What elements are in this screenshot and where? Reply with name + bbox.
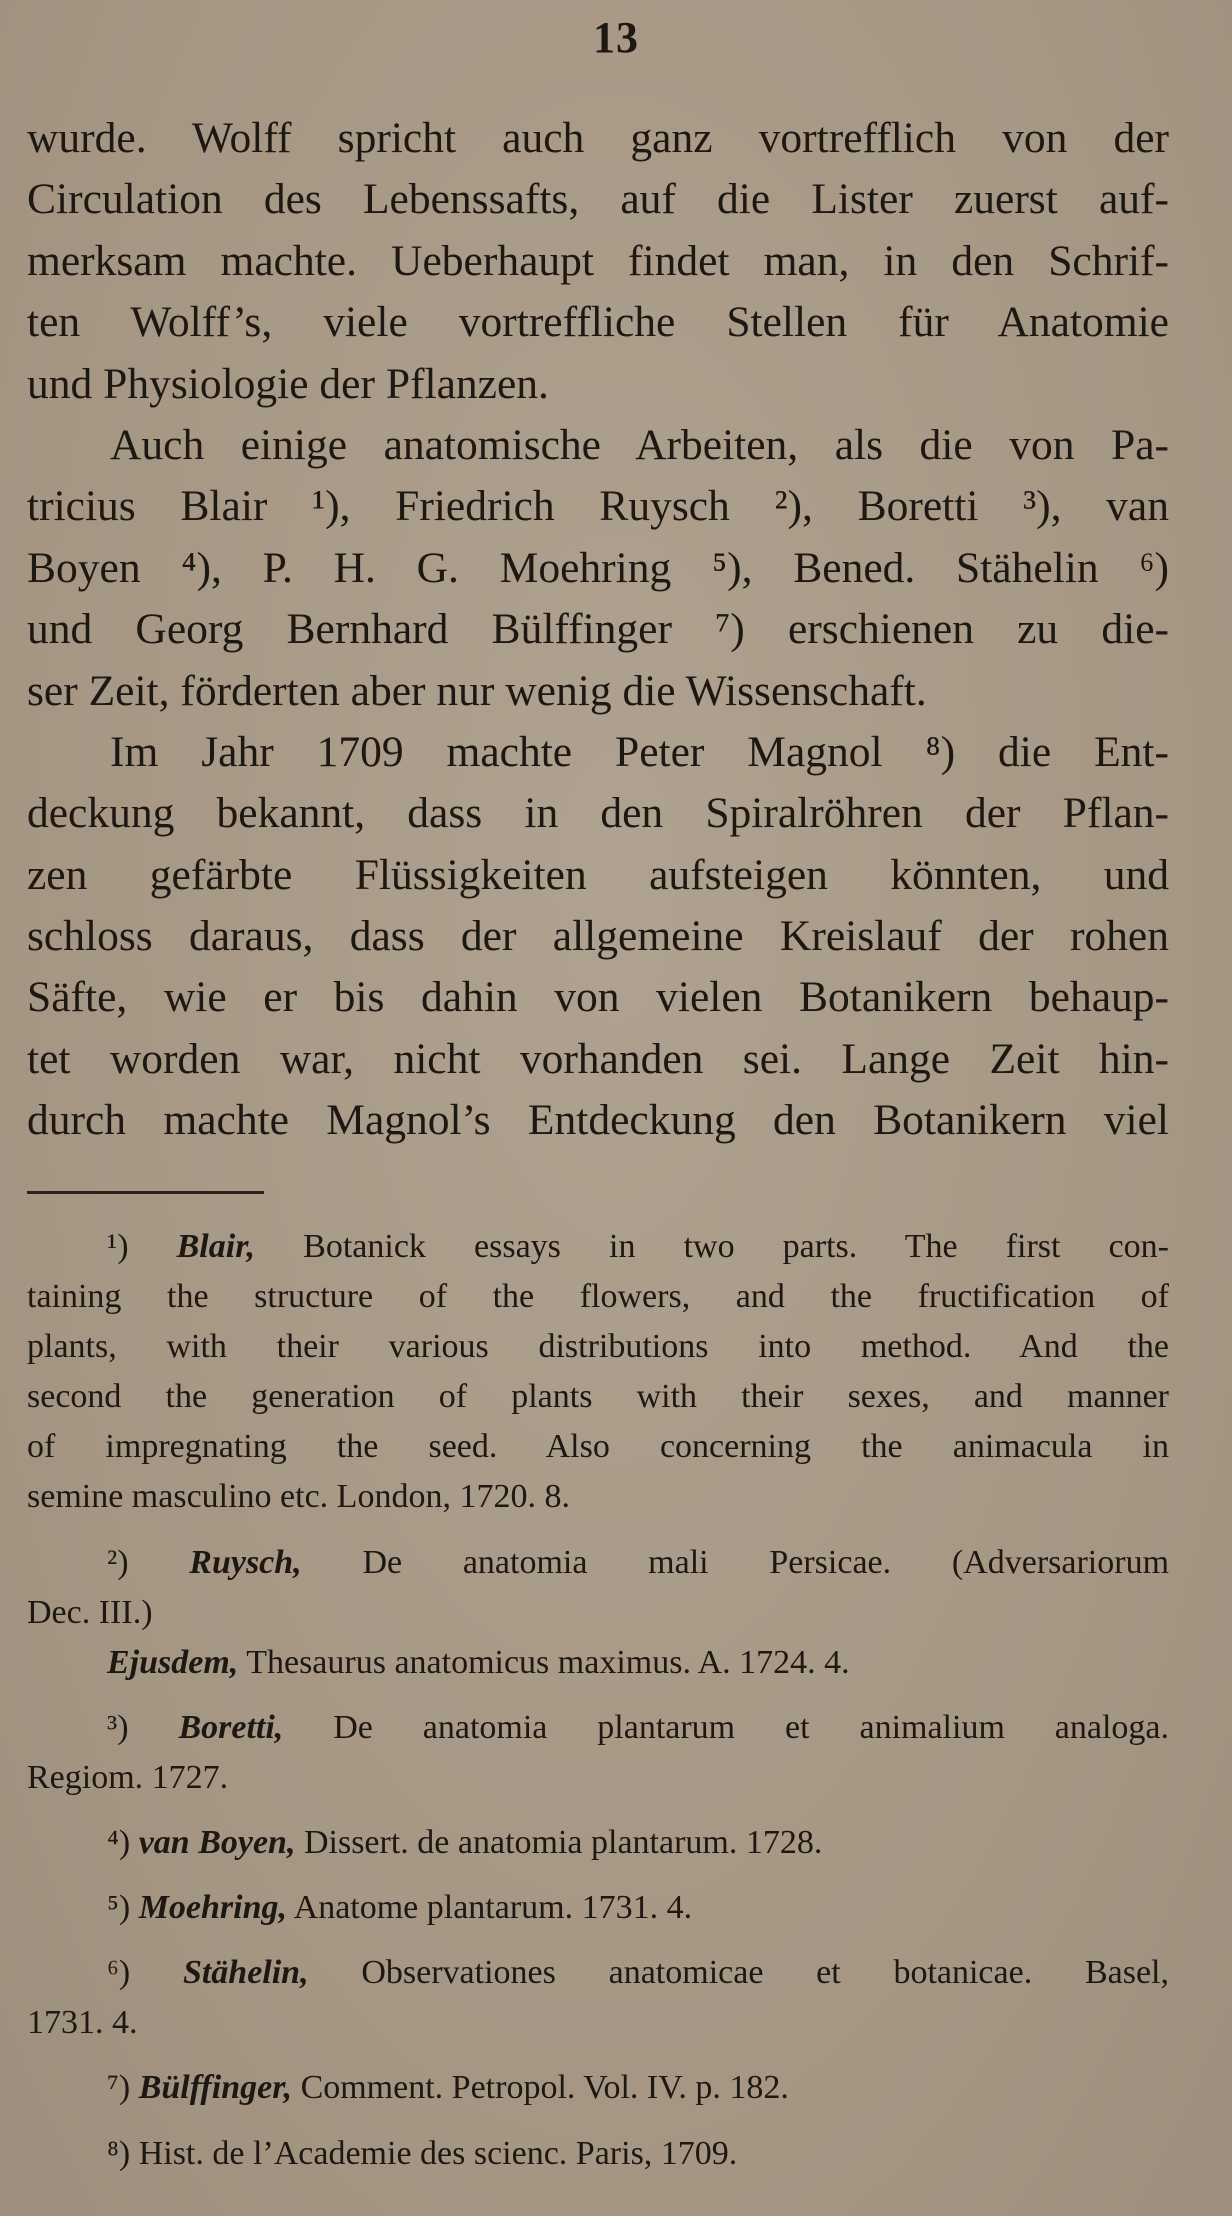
- body-line: Boyen ⁴), P. H. G. Moehring ⁵), Bened. Stähelin ⁶): [27, 543, 1169, 592]
- footnote-1-line: [27, 1222, 1169, 1272]
- footnote-author: Moehring,: [138, 1889, 288, 1927]
- body-line: deckung bekannt, dass in den Spiralröhren der Pflan-: [27, 789, 1169, 838]
- footnote-text: De anatomia plantarum et animalium analoga.: [333, 1708, 1170, 1746]
- footnote-mark: ³): [107, 1708, 129, 1746]
- body-line: tet worden war, nicht vorhanden sei. Lange Zeit hin-: [27, 1034, 1169, 1083]
- body-line: ser Zeit, förderten aber nur wenig die Wissenschaft.: [27, 666, 927, 715]
- footnote-mark: ⁷): [107, 2069, 131, 2107]
- body-line: Im Jahr 1709 machte Peter Magnol ⁸) die Ent-: [110, 727, 1169, 776]
- footnote-mark: ⁶): [107, 1954, 131, 1992]
- footnote-2-line: [27, 1538, 1169, 1588]
- body-line: schloss daraus, dass der allgemeine Kreislauf der rohen: [27, 912, 1169, 961]
- footnote-1-line: plants, with their various distributions into method. And the: [27, 1328, 1169, 1366]
- footnote-author: Stähelin,: [182, 1954, 309, 1992]
- footnote-author: Blair,: [176, 1228, 256, 1265]
- footnote-1-line: second the generation of plants with their sexes, and manner: [27, 1378, 1169, 1416]
- body-line: ten Wolff’s, viele vortreffliche Stellen für Anatomie: [27, 298, 1169, 347]
- body-line: wurde. Wolff spricht auch ganz vortrefflich von der: [27, 114, 1169, 162]
- body-line: durch machte Magnol’s Entdeckung den Botanikern viel: [27, 1096, 1169, 1145]
- body-line: zen gefärbte Flüssigkeiten aufsteigen könnten, und: [27, 850, 1169, 899]
- footnote-mark: ⁸): [107, 2134, 131, 2172]
- footnotes: [27, 1222, 1169, 2179]
- footnote-2-line: Dec. III.): [27, 1593, 153, 1631]
- body-line: und Georg Bernhard Bülffinger ⁷) erschienen zu die-: [27, 605, 1169, 654]
- footnote-1-line: of impregnating the seed. Also concerning the animacula in: [27, 1428, 1169, 1466]
- footnote-text: Anatome plantarum. 1731. 4.: [293, 1889, 693, 1927]
- footnote-text: Botanick essays in two parts. The first con-: [303, 1228, 1170, 1265]
- footnote-mark: ⁵): [107, 1889, 131, 1927]
- footnote-author: Bülffinger,: [138, 2069, 293, 2107]
- body-text: [27, 108, 1169, 1152]
- footnote-3-line: Regiom. 1727.: [27, 1758, 229, 1796]
- footnote-text: Thesaurus anatomicus maximus. A. 1724. 4.: [246, 1643, 850, 1681]
- body-line: Säfte, wie er bis dahin von vielen Botanikern behaup-: [27, 973, 1169, 1022]
- footnote-text: De anatomia mali Persicae. (Adversariorum: [362, 1543, 1170, 1581]
- body-line: Auch einige anatomische Arbeiten, als die von Pa-: [110, 420, 1169, 469]
- footnote-7-line: [27, 2063, 1169, 2113]
- footnote-1-line: taining the structure of the flowers, and the fructification of: [27, 1278, 1169, 1316]
- footnote-author: van Boyen,: [138, 1824, 296, 1862]
- footnote-3-line: [27, 1703, 1169, 1753]
- footnote-2-line: [27, 1638, 1169, 1688]
- footnote-text: Hist. de l’Academie des scienc. Paris, 1709.: [138, 2134, 738, 2172]
- footnote-separator-rule: [27, 1191, 264, 1194]
- footnote-text: Dissert. de anatomia plantarum. 1728.: [303, 1824, 823, 1862]
- body-line: und Physiologie der Pflanzen.: [27, 359, 549, 408]
- footnote-6-line: 1731. 4.: [27, 2004, 138, 2042]
- footnote-8-line: [27, 2129, 1169, 2179]
- footnote-5-line: [27, 1883, 1169, 1933]
- footnote-mark: ⁴): [107, 1824, 131, 1862]
- body-line: merksam machte. Ueberhaupt findet man, in den Schrif-: [27, 236, 1169, 285]
- footnote-4-line: [27, 1818, 1169, 1868]
- body-line: Circulation des Lebenssafts, auf die Lister zuerst auf-: [27, 175, 1169, 224]
- footnote-1-line: semine masculino etc. London, 1720. 8.: [27, 1478, 570, 1516]
- footnote-mark: ²): [107, 1543, 129, 1581]
- footnote-text: Comment. Petropol. Vol. IV. p. 182.: [300, 2069, 789, 2107]
- footnote-6-line: [27, 1948, 1169, 1998]
- footnote-author: Ruysch,: [189, 1543, 302, 1581]
- footnote-author: Boretti,: [178, 1708, 284, 1746]
- page-number: 13: [593, 13, 639, 62]
- body-line: tricius Blair ¹), Friedrich Ruysch ²), Boretti ³), van: [27, 482, 1169, 531]
- footnote-author: Ejusdem,: [107, 1643, 239, 1681]
- footnote-text: Observationes anatomicae et botanicae. Basel,: [361, 1954, 1169, 1992]
- footnote-mark: ¹): [107, 1228, 129, 1265]
